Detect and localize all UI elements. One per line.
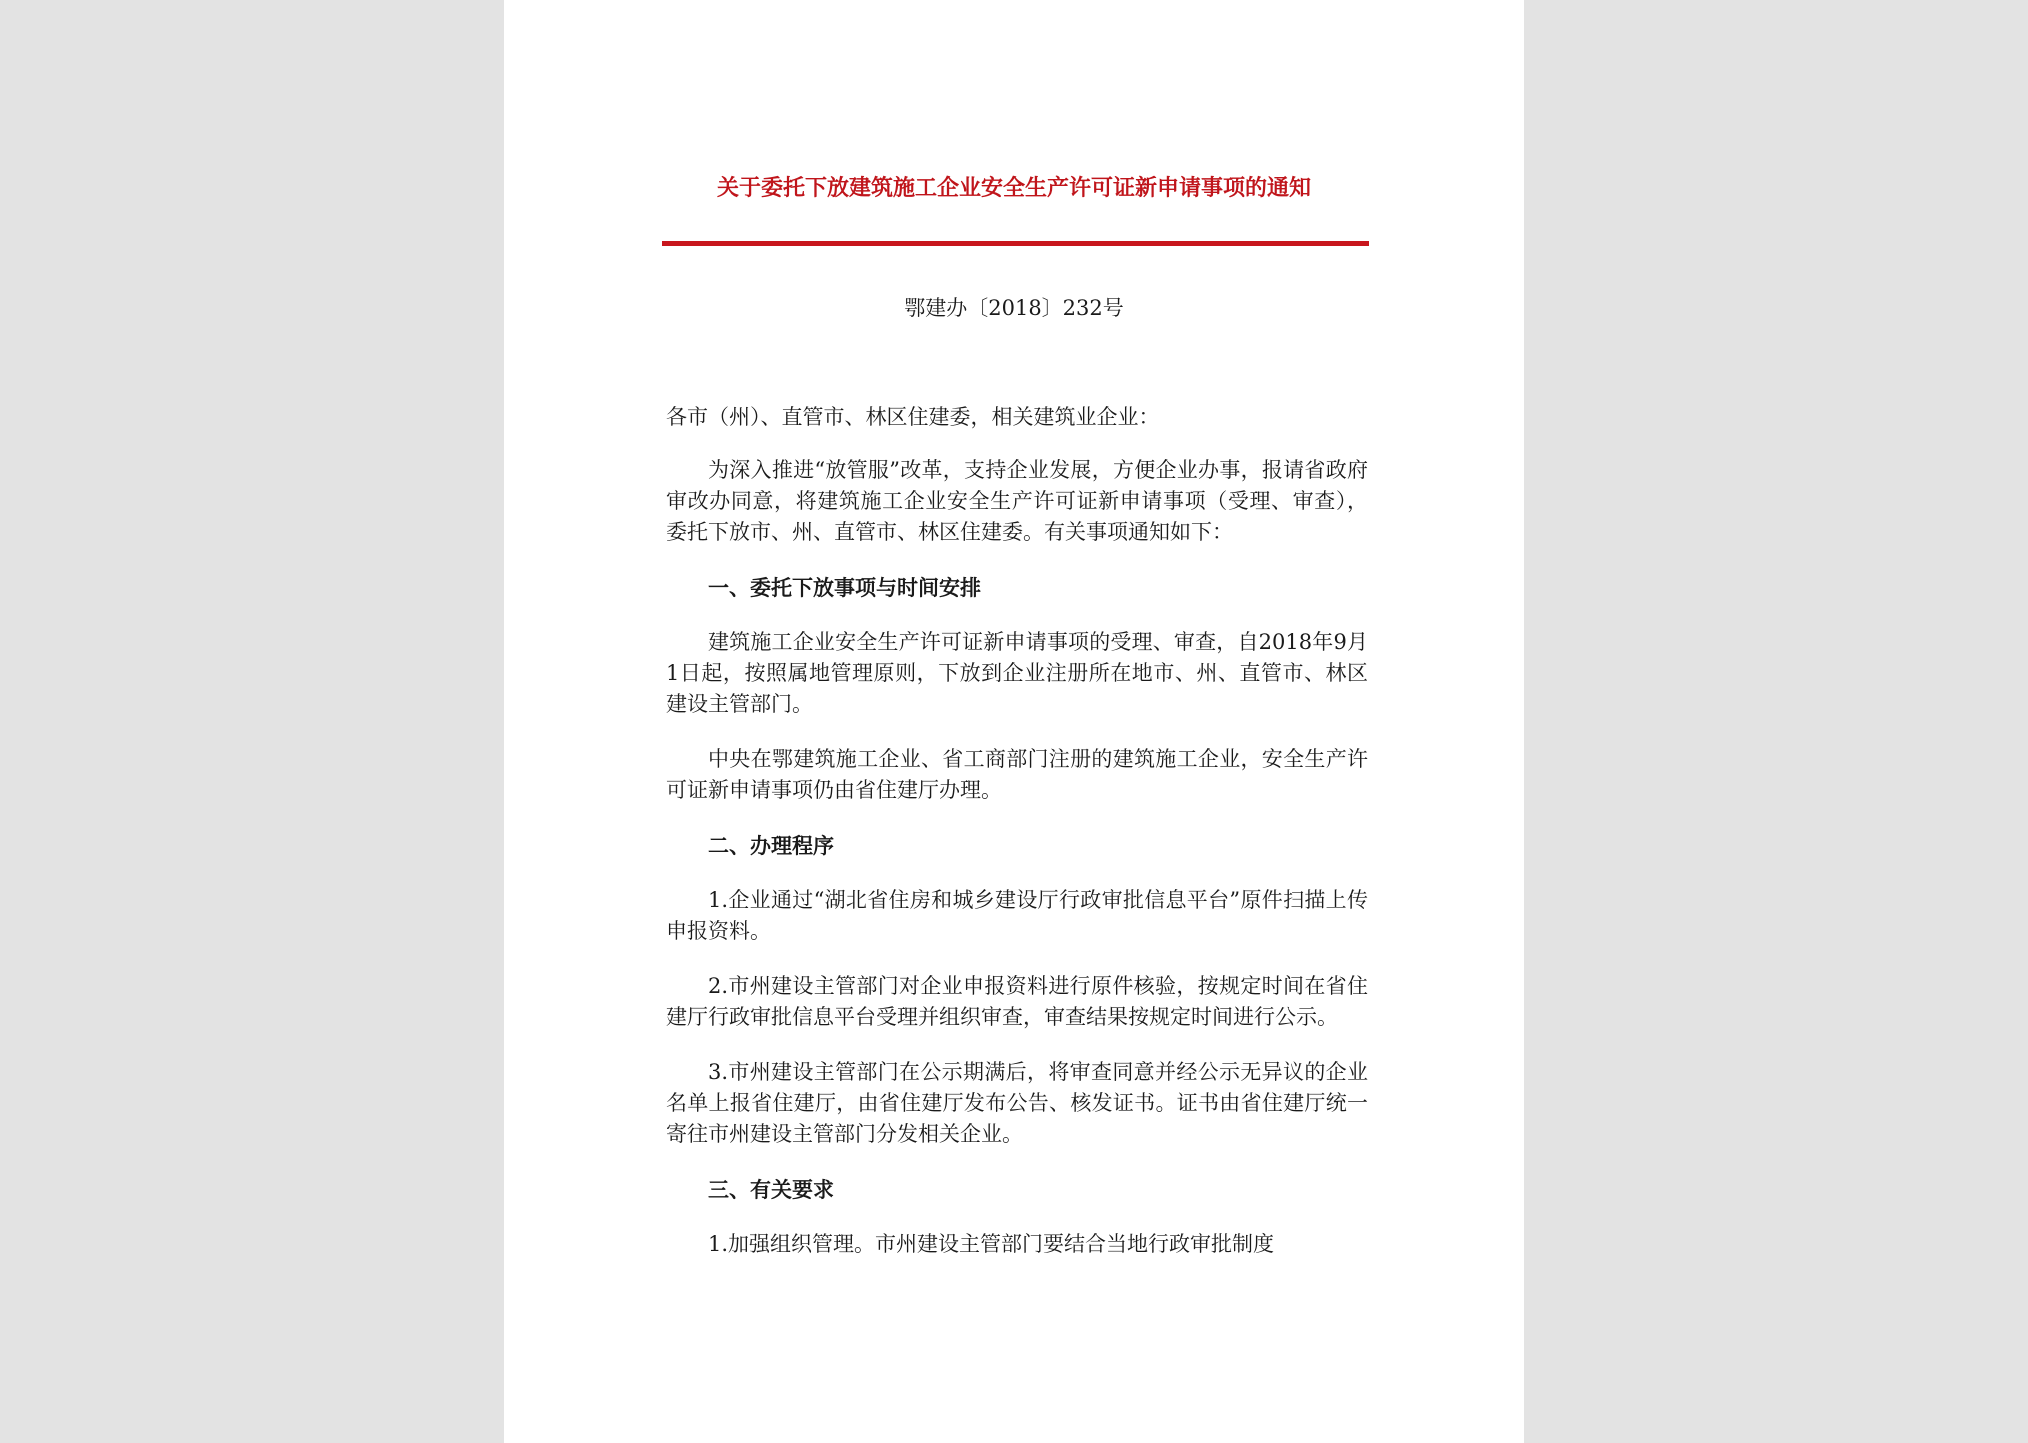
document-title: 关于委托下放建筑施工企业安全生产许可证新申请事项的通知 xyxy=(716,175,1311,201)
section-3-heading: 三、有关要求 xyxy=(708,1177,834,1202)
section-1-paragraph-1: 建筑施工企业安全生产许可证新申请事项的受理、审查，自2018年9月1日起，按照属地管理原则，下放到企业注册所在地市、州、直管市、林区建设主管部门。 xyxy=(666,630,1368,716)
intro-paragraph: 为深入推进“放管服”改革，支持企业发展，方便企业办事，报请省政府审改办同意，将建筑施工企业安全生产许可证新申请事项（受理、审查），委托下放市、州、直管市、林区住建委。有关事项通知如下： xyxy=(666,458,1368,544)
document-number: 鄂建办〔2018〕232号 xyxy=(904,296,1124,320)
section-2-item-3: 3.市州建设主管部门在公示期满后，将审查同意并经公示无异议的企业名单上报省住建厅，由省住建厅发布公告、核发证书。证书由省住建厅统一寄往市州建设主管部门分发相关企业。 xyxy=(666,1060,1368,1146)
document-page xyxy=(504,0,1524,1443)
section-2-heading: 二、办理程序 xyxy=(708,833,834,858)
document-body xyxy=(666,402,1368,1284)
section-3-item-1: 1.加强组织管理。市州建设主管部门要结合当地行政审批制度 xyxy=(708,1232,1275,1256)
section-2-item-1: 1.企业通过“湖北省住房和城乡建设厅行政审批信息平台”原件扫描上传申报资料。 xyxy=(666,888,1368,943)
section-1-heading: 一、委托下放事项与时间安排 xyxy=(708,575,981,600)
red-header-rule xyxy=(662,241,1369,246)
section-2-item-2: 2.市州建设主管部门对企业申报资料进行原件核验，按规定时间在省住建厅行政审批信息平台受理并组织审查，审查结果按规定时间进行公示。 xyxy=(666,974,1368,1029)
section-1-paragraph-2: 中央在鄂建筑施工企业、省工商部门注册的建筑施工企业，安全生产许可证新申请事项仍由省住建厅办理。 xyxy=(666,747,1368,802)
salutation: 各市（州）、直管市、林区住建委，相关建筑业企业： xyxy=(666,405,1160,429)
